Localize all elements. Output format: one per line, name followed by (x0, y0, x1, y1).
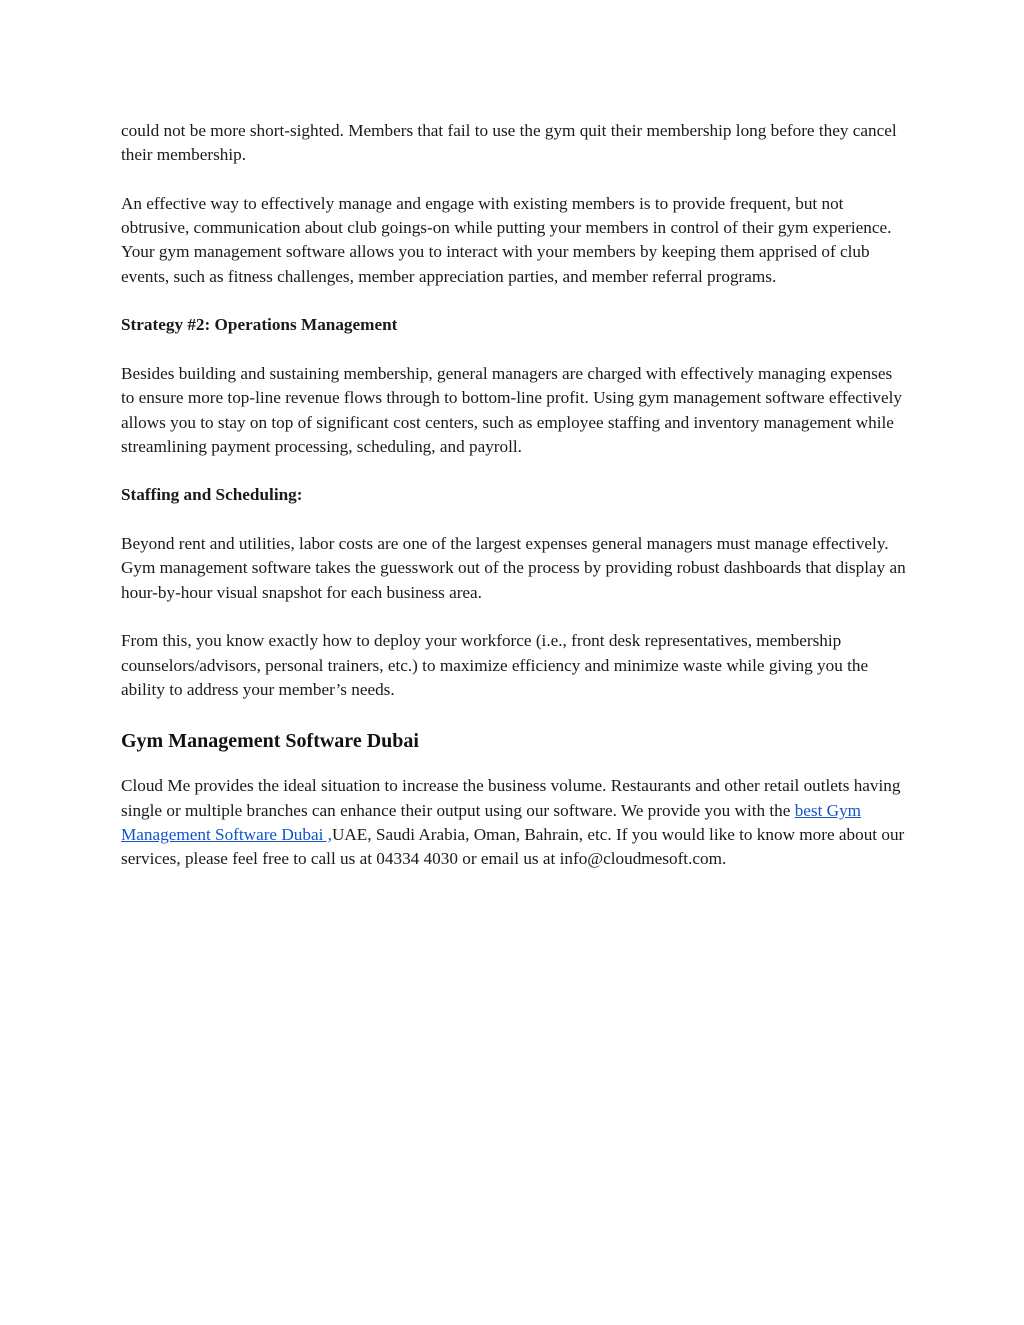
paragraph-cloud-me (121, 774, 906, 871)
gym-software-dubai-link[interactable]: best Gym Management Software Dubai , (121, 800, 862, 845)
paragraph-membership-intro: could not be more short-sighted. Members that fail to use the gym quit their membership long before they cancel their membership. (121, 121, 897, 165)
paragraph-operations-management: Besides building and sustaining membership, general managers are charged with effectively managing expenses to ensure more top-line revenue flows through to bottom-line profit. Using gym management software effectively allows you to stay on top of significant cost centers, such as employee staffing and inventory management while streamlining payment processing, scheduling, and payroll. (121, 363, 903, 456)
section-title: Gym Management Software Dubai (121, 730, 419, 753)
document-page (121, 119, 906, 896)
paragraph-cloud-me-intro: Cloud Me provides the ideal situation to increase the business volume. Restaurants and other retail outlets having single or multiple branches can enhance their output using our software. We provide you with the (121, 776, 901, 820)
strategy-2-heading: Strategy #2: Operations Management (121, 315, 398, 335)
paragraph-workforce-deployment: From this, you know exactly how to deploy your workforce (i.e., front desk representatives, membership counselors/advisors, personal trainers, etc.) to maximize efficiency and minimize waste while giving you the ability to address your member’s needs. (121, 631, 869, 699)
paragraph-cloud-me-contact: UAE, Saudi Arabia, Oman, Bahrain, etc. If you would like to know more about our services, please feel free to call us at 04334 4030 or email us at info@cloudmesoft.com. (121, 825, 905, 869)
staffing-scheduling-heading: Staffing and Scheduling: (121, 485, 303, 505)
paragraph-labor-costs: Beyond rent and utilities, labor costs are one of the largest expenses general managers must manage effectively. Gym management software takes the guesswork out of the process by providing robust dashboards that display an hour-by-hour visual snapshot for each business area. (121, 534, 906, 602)
paragraph-member-engagement: An effective way to effectively manage and engage with existing members is to provide frequent, but not obtrusive, communication about club goings-on while putting your members in control of their gym experience. Your gym management software allows you to interact with your members by keeping them apprised of club events, such as fitness challenges, member appreciation parties, and member referral programs. (121, 193, 892, 286)
